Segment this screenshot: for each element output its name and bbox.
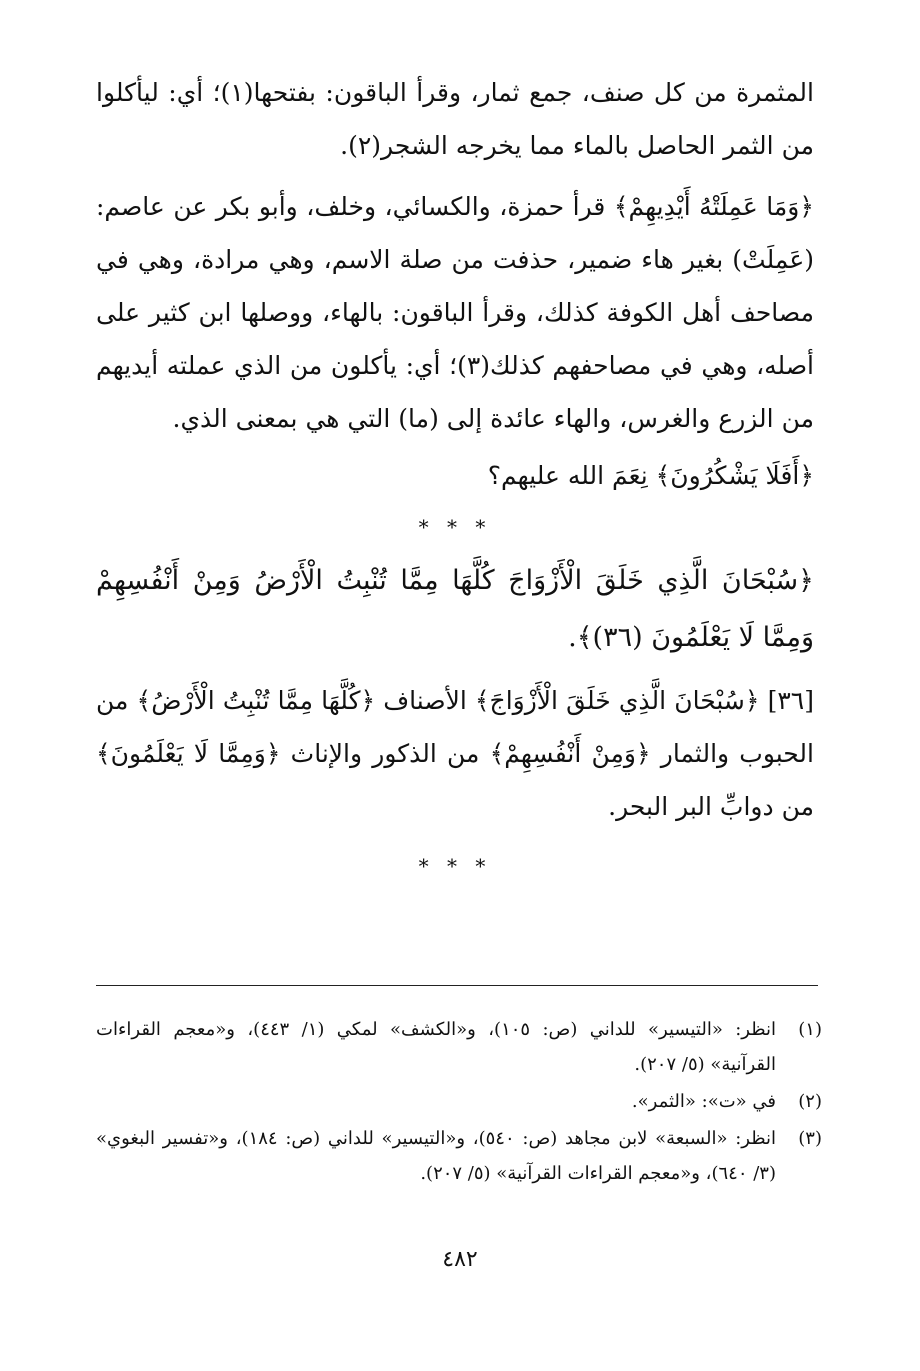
- paragraph-1: المثمرة من كل صنف، جمع ثمار، وقرأ الباقون: بفتحها(١)؛ أي: ليأكلوا من الثمر الحاصل بالماء مما يخرجه الشجر(٢).: [96, 78, 814, 160]
- paragraph-4: [٣٦] ﴿سُبْحَانَ الَّذِي خَلَقَ الْأَزْوَاجَ﴾ الأصناف ﴿كُلَّهَا مِمَّا تُنْبِتُ الْأَرْضُ﴾ من الحبوب والثمار ﴿وَمِنْ أَنْفُسِهِمْ﴾ من الذكور والإناث ﴿وَمِمَّا لَا يَعْلَمُونَ﴾ من دوابِّ البر البحر.: [96, 686, 814, 821]
- footnote-number: (٢): [798, 1091, 822, 1112]
- separator-stars: * * *: [418, 515, 492, 539]
- footnote-divider: [96, 985, 818, 986]
- quran-verse: ﴿سُبْحَانَ الَّذِي خَلَقَ الْأَزْوَاجَ كُلَّهَا مِمَّا تُنْبِتُ الْأَرْضُ وَمِنْ أَنْفُسِهِمْ وَمِمَّا لَا يَعْلَمُونَ (٣٦)﴾.: [96, 565, 814, 653]
- footnote-number: (٣): [798, 1128, 822, 1149]
- paragraph-2: ﴿وَمَا عَمِلَتْهُ أَيْدِيهِمْ﴾ قرأ حمزة، والكسائي، وخلف، وأبو بكر عن عاصم: (عَمِلَتْ) بغير هاء ضمير، حذفت من صلة الاسم، وهي مرادة، وهي في مصاحف أهل الكوفة كذلك، وقرأ الباقون: بالهاء، ووصلها ابن كثير على أصله، وهي في مصاحفهم كذلك(٣)؛ أي: يأكلون من الذي عملته أيديهم من الزرع والغرس، والهاء عائدة إلى (ما) التي هي بمعنى الذي.: [96, 192, 814, 433]
- footnote: [96, 1084, 822, 1119]
- paragraph-3: ﴿أَفَلَا يَشْكُرُونَ﴾ نِعَمَ الله عليهم؟: [487, 461, 814, 490]
- footnote-number: (١): [798, 1019, 822, 1040]
- footnote: [96, 1121, 822, 1191]
- main-text: [96, 66, 814, 891]
- footnotes: [96, 1012, 822, 1193]
- page-number: ٤٨٢: [442, 1247, 478, 1272]
- footnote-text: انظر: «التيسير» للداني (ص: ١٠٥)، و«الكشف» لمكي (١/ ٤٤٣)، و«معجم القراءات القرآنية» (٥/ ٢٠٧).: [96, 1019, 777, 1075]
- footnote: [96, 1012, 822, 1082]
- separator-stars: * * *: [418, 854, 492, 878]
- footnote-text: انظر: «السبعة» لابن مجاهد (ص: ٥٤٠)، و«التيسير» للداني (ص: ١٨٤)، و«تفسير البغوي» (٣/ ٦٤٠)، و«معجم القراءات القرآنية» (٥/ ٢٠٧).: [96, 1128, 776, 1184]
- footnote-text: في «ت»: «الثمر».: [631, 1091, 776, 1112]
